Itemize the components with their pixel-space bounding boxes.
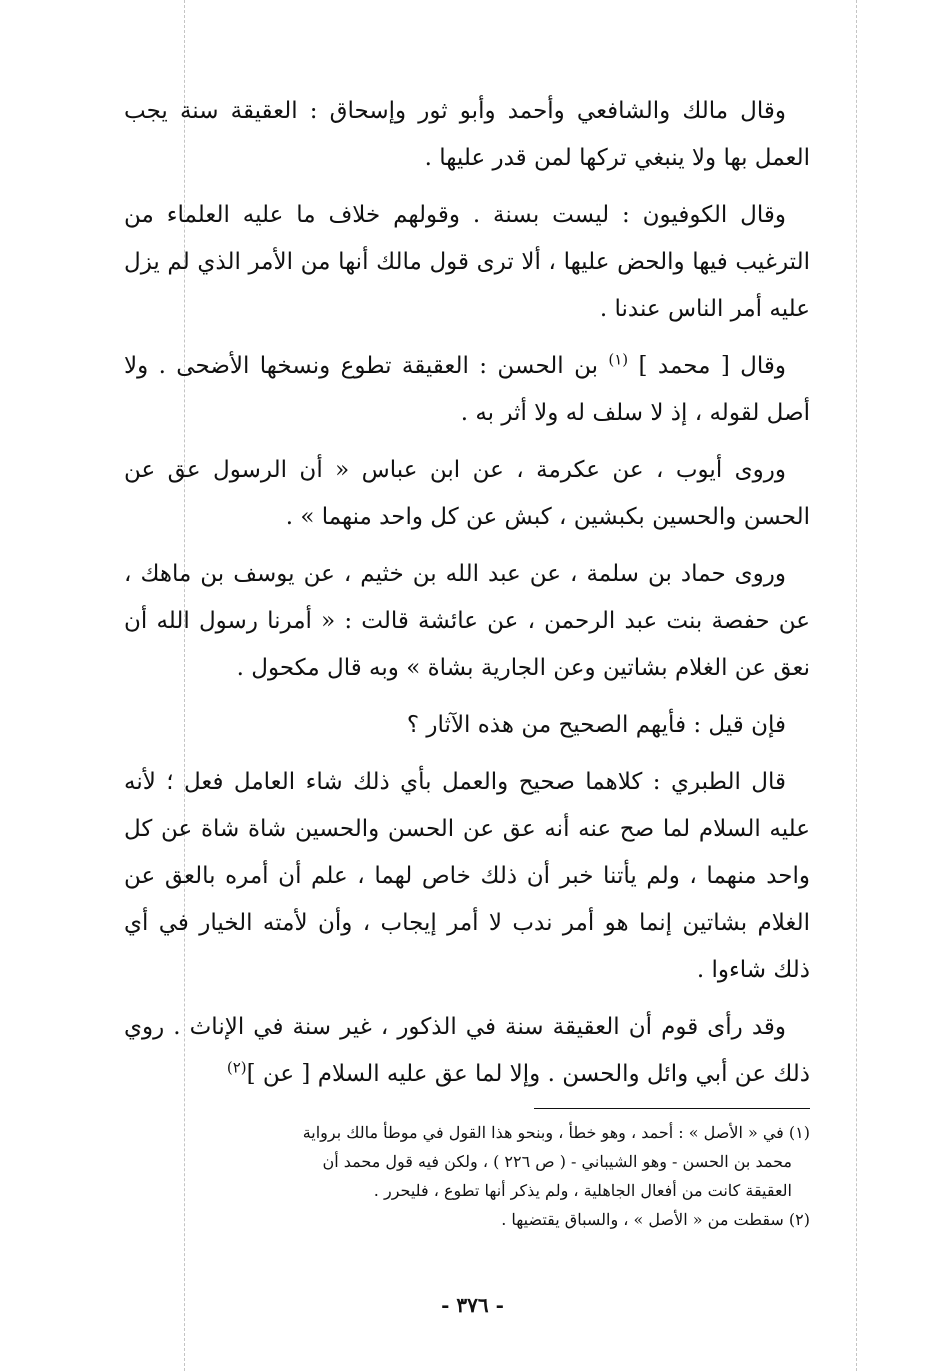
- paragraph-2: وقال الكوفيون : ليست بسنة . وقولهم خلاف ما عليه العلماء من الترغيب فيها والحض عليها ، ألا ترى قول مالك أنها من الأمر الذي لم يزل عليه أمر الناس عندنا .: [124, 202, 810, 322]
- footnote-ref-2[interactable]: (٢): [226, 1058, 247, 1077]
- page-body: [124, 88, 810, 1108]
- page-number: - ٣٧٦ -: [441, 1293, 504, 1317]
- paragraph-8: [124, 1004, 810, 1098]
- footnote-1-line-1: (١) في « الأصل » : أحمد ، وهو خطأ ، وبنحو هذا القول في موطأ مالك برواية: [302, 1123, 810, 1142]
- paragraph-3-end: بن الحسن : العقيقة تطوع ونسخها الأضحى . ولا أصل لقوله ، إذ لا سلف له ولا أثر به .: [124, 353, 810, 426]
- paragraph-8-text: وقد رأى قوم أن العقيقة سنة في الذكور ، غير سنة في الإناث . روي ذلك عن أبي وائل والحسن . وإلا لما عق عليه السلام [ عن ]: [124, 1014, 810, 1087]
- footnotes: [124, 1118, 810, 1234]
- footnote-1-line-3: العقيقة كانت من أفعال الجاهلية ، ولم يذكر أنها تطوع ، فليحرر .: [373, 1181, 792, 1200]
- paragraph-4: وروى أيوب ، عن عكرمة ، عن ابن عباس « أن الرسول عق عن الحسن والحسين بكبشين ، كبش عن كل واحد منهما » .: [124, 457, 810, 530]
- footnote-1-line-2: محمد بن الحسن - وهو الشيباني - ( ص ٢٢٦ ) ، ولكن فيه قول محمد أن: [322, 1152, 792, 1171]
- paragraph-5: وروى حماد بن سلمة ، عن عبد الله بن خثيم ، عن يوسف بن ماهك ، عن حفصة بنت عبد الرحمن ، عن عائشة قالت : « أمرنا رسول الله أن نعق عن الغلام بشاتين وعن الجارية بشاة » وبه قال مكحول .: [124, 561, 810, 681]
- paragraph-6: فإن قيل : فأيهم الصحيح من هذه الآثار ؟: [406, 712, 786, 738]
- paragraph-3-start: وقال [ محمد ]: [638, 353, 786, 379]
- scan-guide-line-right: [856, 0, 857, 1371]
- paragraph-1: وقال مالك والشافعي وأحمد وأبو ثور وإسحاق : العقيقة سنة يجب العمل بها ولا ينبغي تركها لمن قدر عليها .: [124, 98, 810, 171]
- footnote-2: (٢) سقطت من « الأصل » ، والسباق يقتضيها .: [501, 1210, 810, 1229]
- paragraph-7: قال الطبري : كلاهما صحيح والعمل بأي ذلك شاء العامل فعل ؛ لأنه عليه السلام لما صح عنه أنه عق عن الحسن والحسين شاة شاة عن كل واحد منهما ، ولم يأتنا خبر أن ذلك خاص لهما ، علم أن أمره بالعق عن الغلام بشاتين إنما هو أمر ندب لا أمر إيجاب ، وأن لأمته الخيار في أي ذلك شاءوا .: [124, 769, 810, 983]
- footnote-separator: [534, 1108, 810, 1109]
- footnote-ref-1[interactable]: (١): [608, 350, 629, 369]
- paragraph-3: [124, 343, 810, 437]
